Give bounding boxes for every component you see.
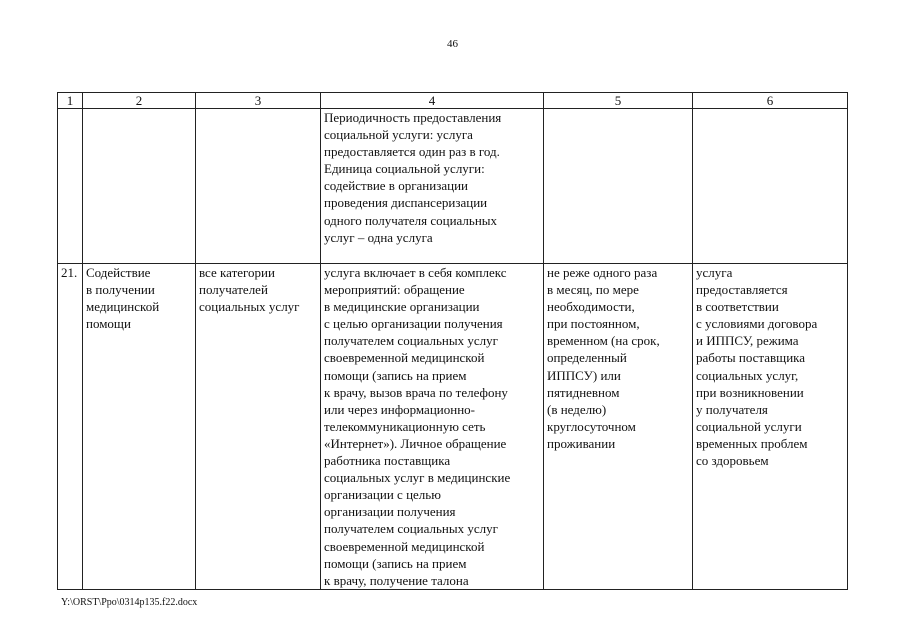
column-header: 6	[693, 93, 848, 109]
table-row	[58, 109, 848, 264]
cell-number	[58, 109, 83, 264]
cell-description: Периодичность предоставления социальной услуги: услуга предоставляется один раз в год. Единица социальной услуги: содействие в организации проведения диспансеризации одного получателя социальных услуг – одна услуга	[321, 109, 544, 264]
cell-recipients: все категории получателей социальных услуг	[196, 264, 321, 590]
cell-service-name	[83, 109, 196, 264]
footer-file-path: Y:\ORST\Ppo\0314p135.f22.docx	[61, 597, 198, 608]
column-header: 1	[58, 93, 83, 109]
cell-recipients	[196, 109, 321, 264]
services-table	[57, 92, 848, 590]
column-header: 2	[83, 93, 196, 109]
cell-frequency	[544, 109, 693, 264]
page-number: 46	[447, 38, 458, 50]
column-header: 4	[321, 93, 544, 109]
table-row	[58, 264, 848, 590]
cell-service-name: Содействие в получении медицинской помощи	[83, 264, 196, 590]
column-header: 5	[544, 93, 693, 109]
column-header: 3	[196, 93, 321, 109]
table-header-row	[58, 93, 848, 109]
cell-frequency: не реже одного раза в месяц, по мере необходимости, при постоянном, временном (на срок, определенный ИППСУ) или пятидневном (в неделю) круглосуточном проживании	[544, 264, 693, 590]
cell-conditions: услуга предоставляется в соответствии с условиями договора и ИППСУ, режима работы поставщика социальных услуг, при возникновении у получателя социальной услуги временных проблем со здоровьем	[693, 264, 848, 590]
cell-description: услуга включает в себя комплекс мероприятий: обращение в медицинские организации с целью организации получения получателем социальных услуг своевременной медицинской помощи (запись на прием к врачу, вызов врача по телефону или через информационно- телекоммуникационную сеть «Интернет»). Личное обращение работника поставщика социальных услуг в медицинские организации с целью организации получения получателем социальных услуг своевременной медицинской помощи (запись на прием к врачу, получение талона	[321, 264, 544, 590]
cell-number: 21.	[58, 264, 83, 590]
cell-conditions	[693, 109, 848, 264]
